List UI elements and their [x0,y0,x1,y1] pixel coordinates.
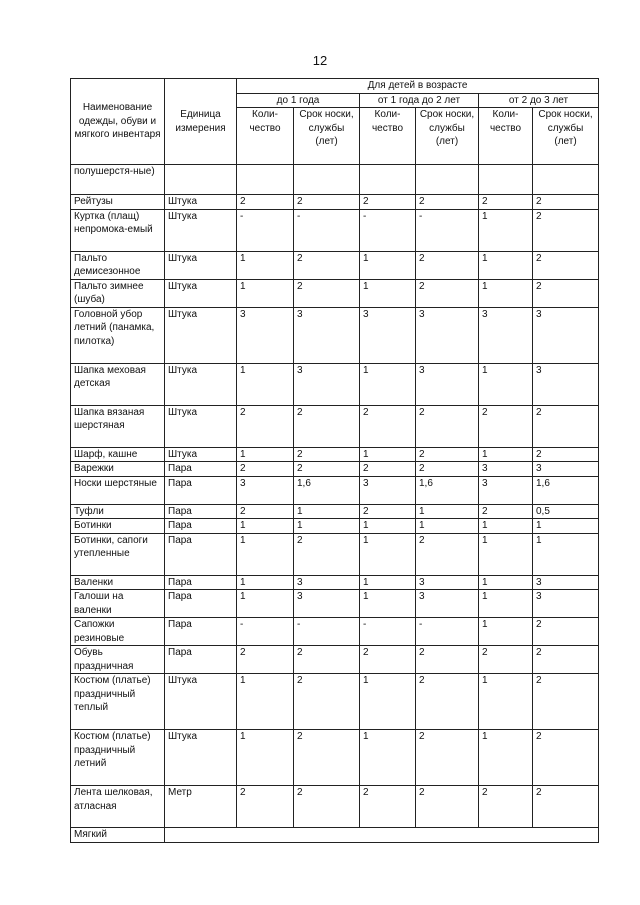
table-row [71,251,599,279]
term-cell: 3 [416,590,479,618]
term-cell: 3 [294,590,360,618]
item-unit: Пара [165,519,237,534]
table-row [71,674,599,730]
term-cell: - [416,618,479,646]
term-cell: 3 [533,575,599,590]
term-cell: 1 [416,504,479,519]
qty-cell [360,165,416,195]
qty-cell [479,165,533,195]
qty-cell: 1 [360,251,416,279]
term-cell: 2 [294,195,360,210]
qty-cell: 2 [479,786,533,828]
qty-cell: 1 [479,730,533,786]
qty-cell: 2 [237,405,294,447]
term-cell: 2 [416,195,479,210]
qty-cell: 1 [479,251,533,279]
qty-cell: 2 [237,786,294,828]
qty-cell: 2 [479,405,533,447]
header-age-group: Для детей в возрасте [237,79,599,94]
item-name: Шарф, кашне [71,447,165,462]
qty-cell: 1 [237,674,294,730]
qty-cell: 1 [360,575,416,590]
item-unit: Штука [165,363,237,405]
header-age-0-1: до 1 года [237,93,360,108]
item-name: Рейтузы [71,195,165,210]
item-name: Шапка вязаная шерстяная [71,405,165,447]
item-name: Костюм (платье) праздничный летний [71,730,165,786]
header-age-1-2: от 1 года до 2 лет [360,93,479,108]
term-cell: 3 [294,363,360,405]
qty-cell: 2 [237,462,294,477]
header-qty: Коли-чество [237,108,294,165]
qty-cell [237,165,294,195]
item-unit: Пара [165,646,237,674]
term-cell: 2 [416,447,479,462]
term-cell: 2 [416,279,479,307]
qty-cell: 1 [237,730,294,786]
term-cell: 1 [416,519,479,534]
item-name: Костюм (платье) праздничный теплый [71,674,165,730]
term-cell [533,165,599,195]
qty-cell: 2 [360,646,416,674]
term-cell: 2 [416,533,479,575]
qty-cell: - [237,618,294,646]
item-name: Куртка (плащ) непромока-емый [71,209,165,251]
term-cell: 2 [533,209,599,251]
qty-cell: 3 [237,307,294,363]
qty-cell: 1 [479,618,533,646]
item-name: Носки шерстяные [71,476,165,504]
item-name: Мягкий [71,828,165,843]
item-unit: Штука [165,447,237,462]
term-cell: 3 [294,307,360,363]
term-cell: 2 [294,646,360,674]
qty-cell: 1 [479,279,533,307]
header-qty: Коли-чество [360,108,416,165]
term-cell [416,165,479,195]
term-cell: 2 [533,730,599,786]
table-row [71,730,599,786]
term-cell: - [294,209,360,251]
table-row [71,279,599,307]
header-term: Срок носки, службы (лет) [533,108,599,165]
term-cell: 2 [416,674,479,730]
qty-cell: 1 [237,519,294,534]
page-number: 12 [312,53,328,68]
qty-cell: 2 [479,195,533,210]
item-unit: Метр [165,786,237,828]
term-cell: 1 [533,533,599,575]
table-row [71,405,599,447]
term-cell: 2 [533,279,599,307]
table-row [71,195,599,210]
qty-cell: 1 [479,447,533,462]
table-row [71,828,599,843]
term-cell: 2 [533,646,599,674]
term-cell: 0,5 [533,504,599,519]
qty-cell: 1 [479,590,533,618]
item-unit: Штука [165,251,237,279]
qty-cell: 3 [479,462,533,477]
item-name: Сапожки резиновые [71,618,165,646]
item-name: полушерстя-ные) [71,165,165,195]
item-name: Шапка меховая детская [71,363,165,405]
item-name: Ботинки [71,519,165,534]
table-row [71,307,599,363]
item-unit: Пара [165,618,237,646]
item-unit: Штука [165,674,237,730]
qty-cell: 1 [237,533,294,575]
table-row [71,363,599,405]
qty-cell: 1 [479,533,533,575]
table-row [71,519,599,534]
qty-cell: 2 [237,646,294,674]
qty-cell: 2 [360,405,416,447]
table-row [71,786,599,828]
qty-cell: 1 [479,209,533,251]
term-cell: - [294,618,360,646]
header-term: Срок носки, службы (лет) [416,108,479,165]
term-cell: 1,6 [533,476,599,504]
term-cell: - [416,209,479,251]
qty-cell: 1 [479,575,533,590]
item-unit: Пара [165,590,237,618]
qty-cell: 3 [479,307,533,363]
table-row [71,165,599,195]
table-row [71,646,599,674]
term-cell: 2 [416,405,479,447]
item-name: Валенки [71,575,165,590]
qty-cell: 1 [479,674,533,730]
term-cell: 2 [294,462,360,477]
item-unit: Пара [165,504,237,519]
term-cell: 3 [533,363,599,405]
qty-cell: 2 [237,195,294,210]
item-unit: Пара [165,533,237,575]
term-cell: 2 [294,405,360,447]
table-row [71,575,599,590]
qty-cell: 1 [360,447,416,462]
qty-cell: 1 [360,363,416,405]
term-cell: 1,6 [294,476,360,504]
qty-cell: 2 [479,646,533,674]
term-cell: 1 [294,504,360,519]
qty-cell: 3 [479,476,533,504]
term-cell: 2 [533,447,599,462]
qty-cell: - [360,618,416,646]
header-unit: Единица измерения [165,79,237,165]
qty-cell: 3 [237,476,294,504]
term-cell: 2 [294,447,360,462]
qty-cell: 1 [237,363,294,405]
item-unit: Штука [165,307,237,363]
term-cell: 2 [294,786,360,828]
item-unit: Штука [165,730,237,786]
table-body [71,165,599,843]
empty-cell [165,828,599,843]
term-cell: 2 [533,405,599,447]
term-cell: 2 [533,195,599,210]
qty-cell: 1 [237,447,294,462]
header-qty: Коли-чество [479,108,533,165]
term-cell: 2 [533,251,599,279]
item-unit: Штука [165,195,237,210]
qty-cell: 2 [360,786,416,828]
term-cell: 2 [416,462,479,477]
qty-cell: 1 [479,519,533,534]
term-cell: 2 [533,674,599,730]
qty-cell: 2 [360,462,416,477]
term-cell: 3 [416,575,479,590]
clothing-norms-table [70,78,599,843]
item-name: Обувь праздничная [71,646,165,674]
table-row [71,476,599,504]
item-unit [165,165,237,195]
term-cell: 3 [533,462,599,477]
table-row [71,590,599,618]
qty-cell: 1 [237,279,294,307]
qty-cell: - [360,209,416,251]
term-cell: 2 [294,279,360,307]
header-name: Наименование одежды, обуви и мягкого инвентаря [71,79,165,165]
qty-cell: 2 [360,195,416,210]
qty-cell: - [237,209,294,251]
item-name: Галоши на валенки [71,590,165,618]
term-cell: 2 [533,786,599,828]
qty-cell: 1 [360,674,416,730]
qty-cell: 2 [237,504,294,519]
qty-cell: 1 [237,251,294,279]
term-cell: 3 [533,590,599,618]
qty-cell: 1 [360,533,416,575]
qty-cell: 1 [360,519,416,534]
item-unit: Штука [165,279,237,307]
item-name: Лента шелковая, атласная [71,786,165,828]
qty-cell: 2 [360,504,416,519]
header-age-2-3: от 2 до 3 лет [479,93,599,108]
qty-cell: 1 [237,575,294,590]
term-cell: 2 [294,674,360,730]
term-cell: 3 [294,575,360,590]
header-term: Срок носки, службы (лет) [294,108,360,165]
item-unit: Штука [165,209,237,251]
table-row [71,209,599,251]
item-name: Пальто демисезонное [71,251,165,279]
term-cell: 3 [416,307,479,363]
table-row [71,618,599,646]
term-cell: 2 [416,251,479,279]
qty-cell: 3 [360,476,416,504]
qty-cell: 1 [360,279,416,307]
term-cell: 3 [416,363,479,405]
term-cell: 1,6 [416,476,479,504]
table-row [71,504,599,519]
table-row [71,533,599,575]
item-name: Головной убор летний (панамка, пилотка) [71,307,165,363]
item-unit: Пара [165,462,237,477]
qty-cell: 1 [360,730,416,786]
term-cell: 2 [294,730,360,786]
item-unit: Штука [165,405,237,447]
qty-cell: 2 [479,504,533,519]
term-cell: 2 [533,618,599,646]
term-cell: 2 [294,533,360,575]
term-cell: 2 [294,251,360,279]
term-cell [294,165,360,195]
table-row [71,447,599,462]
term-cell: 1 [294,519,360,534]
item-name: Пальто зимнее (шуба) [71,279,165,307]
item-unit: Пара [165,575,237,590]
item-unit: Пара [165,476,237,504]
qty-cell: 1 [360,590,416,618]
item-name: Ботинки, сапоги утепленные [71,533,165,575]
term-cell: 3 [533,307,599,363]
table-row [71,462,599,477]
item-name: Туфли [71,504,165,519]
term-cell: 2 [416,786,479,828]
term-cell: 2 [416,730,479,786]
term-cell: 2 [416,646,479,674]
qty-cell: 1 [479,363,533,405]
qty-cell: 1 [237,590,294,618]
item-name: Варежки [71,462,165,477]
term-cell: 1 [533,519,599,534]
qty-cell: 3 [360,307,416,363]
